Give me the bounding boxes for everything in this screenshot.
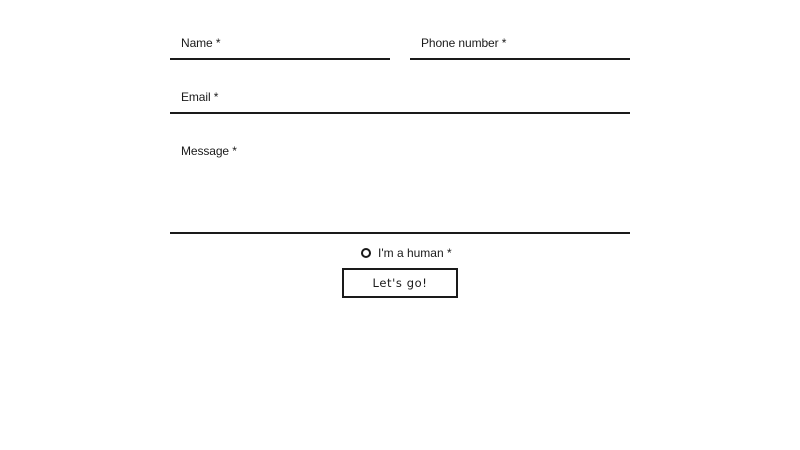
submit-button[interactable]: Let's go!: [342, 268, 458, 298]
phone-number-field-label: Phone number *: [421, 36, 507, 50]
contact-form: [170, 0, 630, 450]
human-verification-label: I'm a human *: [378, 246, 452, 260]
email-field-label: Email *: [181, 90, 219, 104]
name-field[interactable]: [170, 24, 390, 60]
message-field[interactable]: [170, 132, 630, 234]
phone-number-field[interactable]: [410, 24, 630, 60]
message-field-label: Message *: [181, 144, 237, 158]
email-field[interactable]: [170, 78, 630, 114]
human-verification-checkbox[interactable]: [361, 245, 452, 261]
radio-circle-icon[interactable]: [361, 248, 371, 258]
name-field-label: Name *: [181, 36, 221, 50]
